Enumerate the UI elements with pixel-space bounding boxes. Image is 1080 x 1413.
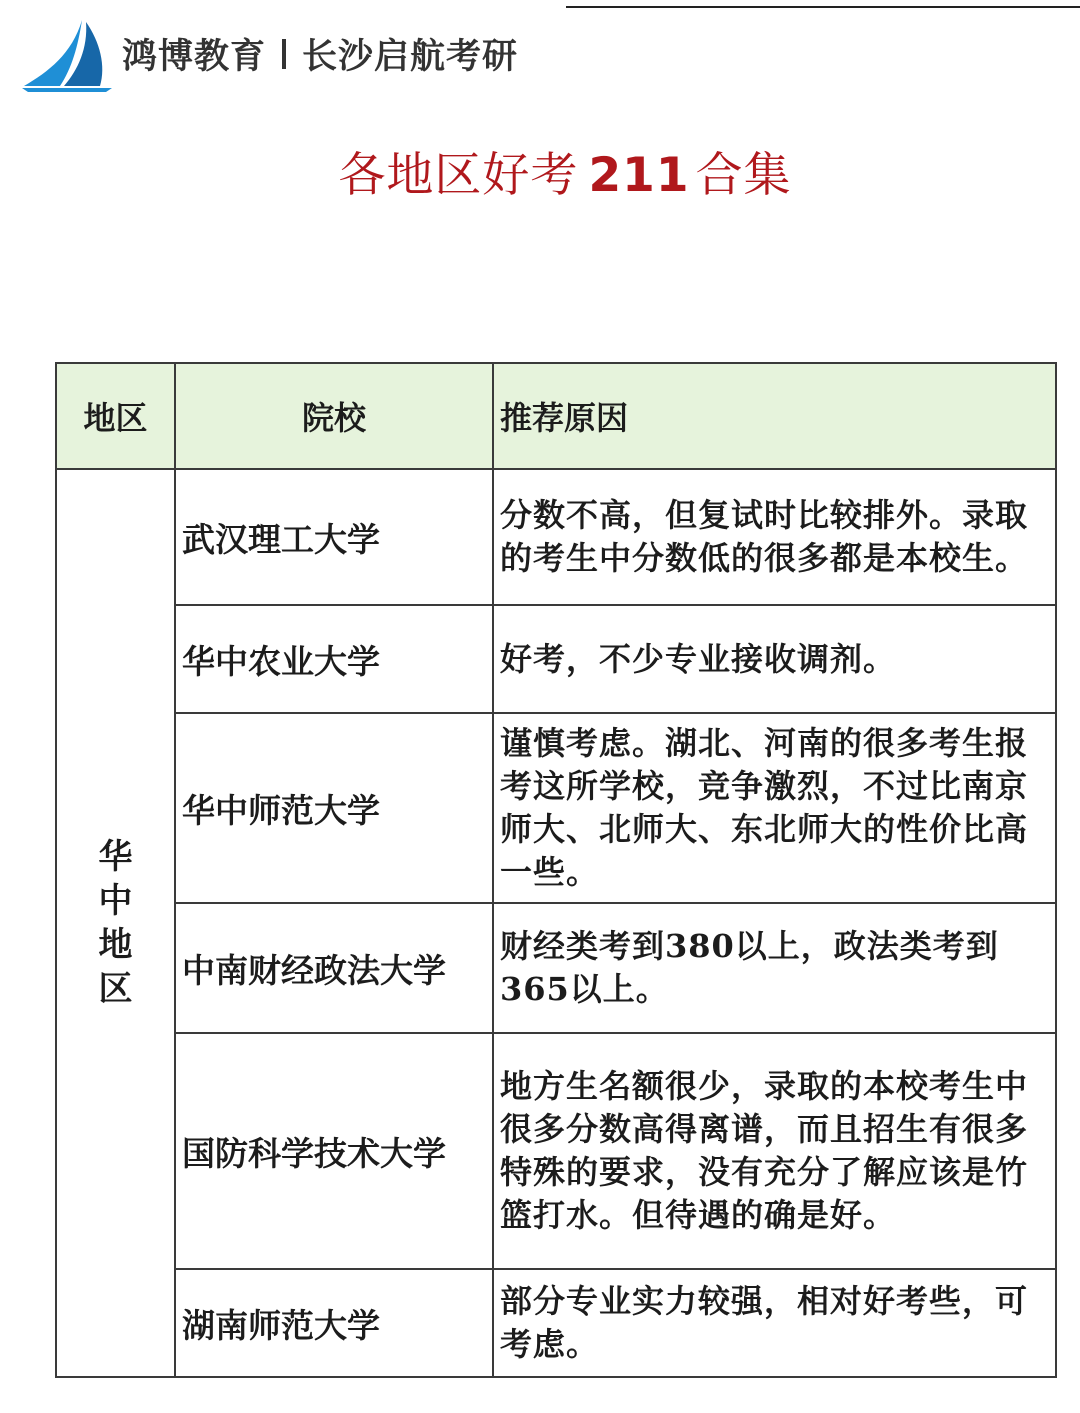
- table-row: [56, 1269, 1056, 1377]
- region-char: 区: [98, 969, 133, 1009]
- reason-cell: 分数不高，但复试时比较排外。录取的考生中分数低的很多都是本校生。: [493, 469, 1056, 605]
- region-cell: [56, 469, 175, 1377]
- region-char: 中: [98, 881, 133, 921]
- region-char: 地: [98, 925, 133, 965]
- title-number: 211: [588, 148, 690, 203]
- title-suffix: 合集: [695, 148, 792, 203]
- column-header-reason: 推荐原因: [493, 363, 1056, 469]
- table-row: [56, 903, 1056, 1033]
- reason-cell: 好考，不少专业接收调剂。: [493, 605, 1056, 713]
- region-char: 华: [98, 837, 133, 877]
- school-cell: 国防科学技术大学: [175, 1033, 493, 1269]
- top-rule: [566, 6, 1080, 8]
- reason-cell: 财经类考到380以上，政法类考到365以上。: [493, 903, 1056, 1033]
- table-row: [56, 469, 1056, 605]
- brand-header: [20, 14, 518, 94]
- table-row: [56, 713, 1056, 903]
- brand-separator: [282, 39, 286, 69]
- column-header-region: 地区: [56, 363, 175, 469]
- sub-brand-name: 长沙启航考研: [302, 37, 519, 77]
- table-header-row: [56, 363, 1056, 469]
- brand-text: [122, 29, 518, 79]
- table-row: [56, 1033, 1056, 1269]
- brand-name: 鸿博教育: [122, 37, 267, 77]
- document-title: [0, 138, 1080, 205]
- sail-logo-icon: [20, 16, 116, 92]
- school-cell: 华中师范大学: [175, 713, 493, 903]
- title-prefix: 各地区好考: [338, 148, 579, 203]
- school-cell: 华中农业大学: [175, 605, 493, 713]
- recommendation-table: [55, 362, 1057, 1378]
- reason-cell: 地方生名额很少，录取的本校考生中很多分数高得离谱，而且招生有很多特殊的要求，没有充分了解应该是竹篮打水。但待遇的确是好。: [493, 1033, 1056, 1269]
- school-cell: 武汉理工大学: [175, 469, 493, 605]
- school-cell: 中南财经政法大学: [175, 903, 493, 1033]
- column-header-school: 院校: [175, 363, 493, 469]
- table-row: [56, 605, 1056, 713]
- reason-cell: 谨慎考虑。湖北、河南的很多考生报考这所学校，竞争激烈，不过比南京师大、北师大、东北师大的性价比高一些。: [493, 713, 1056, 903]
- reason-cell: 部分专业实力较强，相对好考些，可考虑。: [493, 1269, 1056, 1377]
- school-cell: 湖南师范大学: [175, 1269, 493, 1377]
